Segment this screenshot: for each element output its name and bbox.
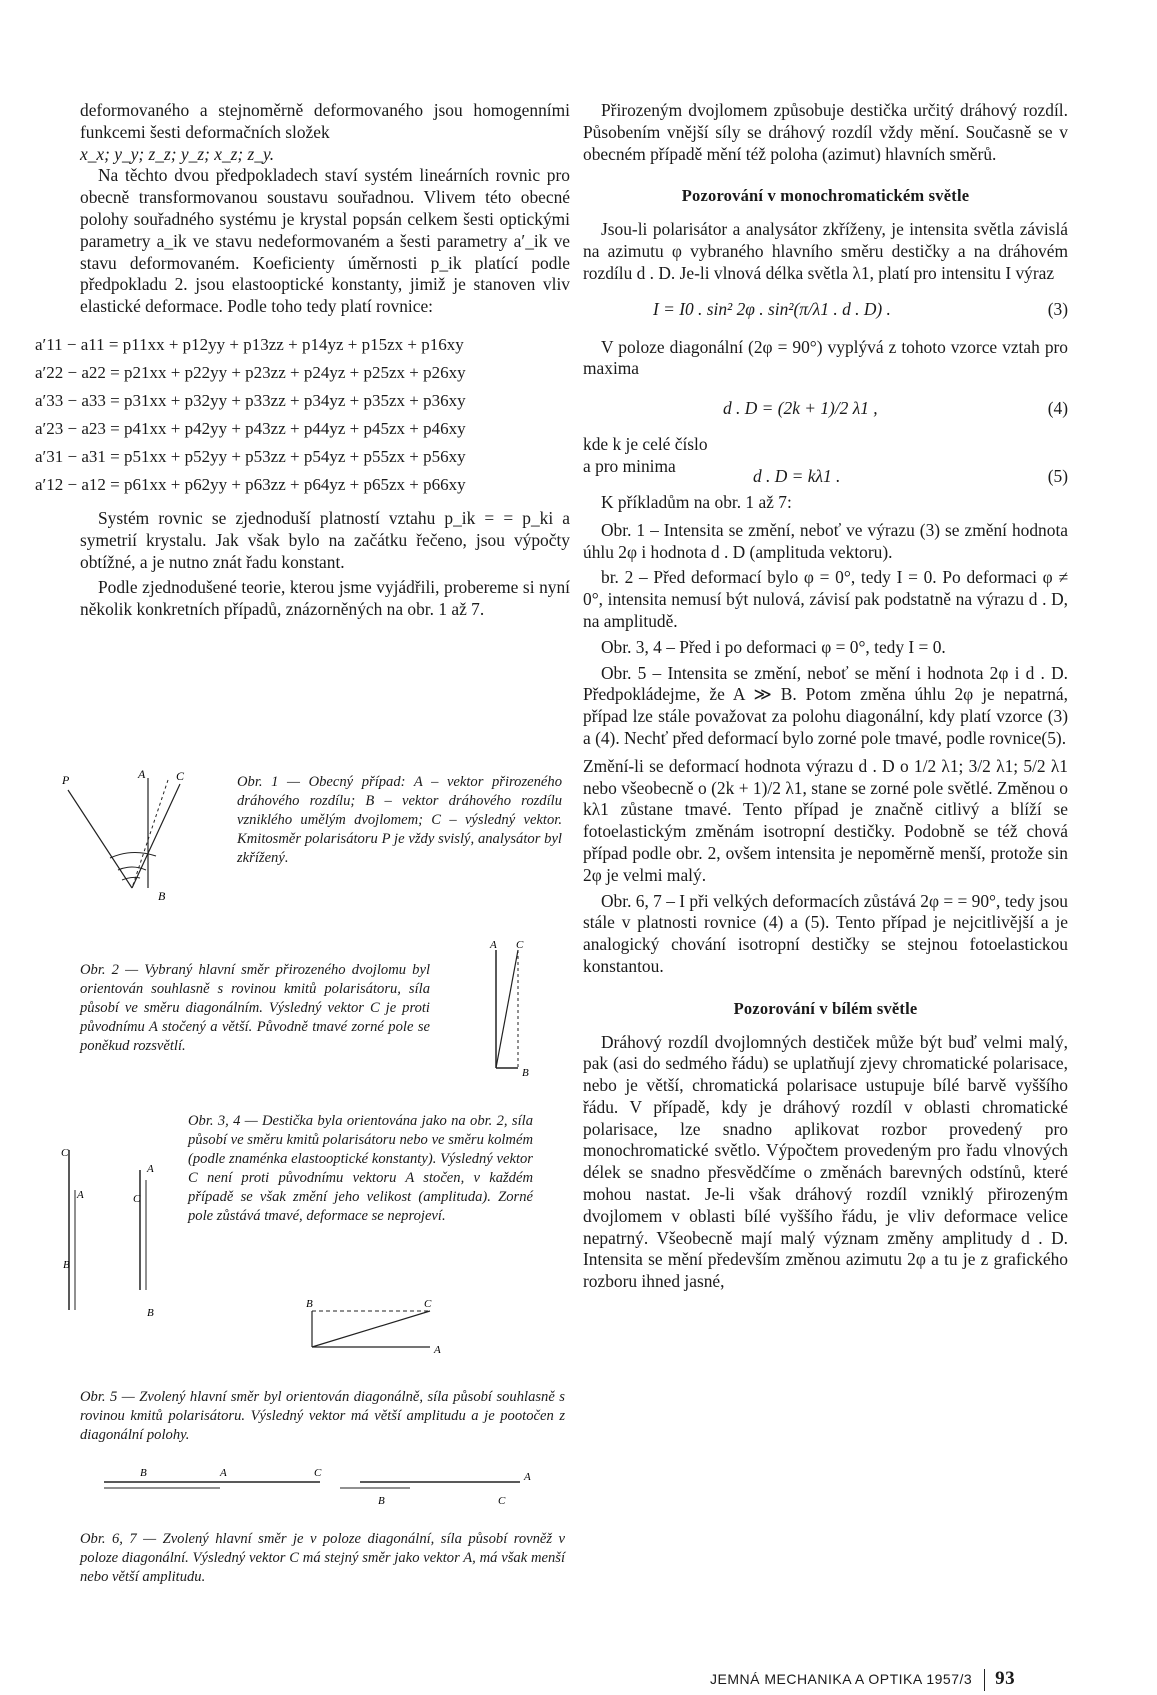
left-column [35,100,570,621]
right-paragraph-4b: a pro minima [583,455,676,476]
equation-3: a′33 − a33 = p31xx + p32yy + p33zz + p34yz + p35zx + p36xy [35,390,466,410]
figure-5-caption: Obr. 5 — Zvolený hlavní směr byl orientován diagonálně, síla působí souhlasně s rovinou kmitů polarisátoru. Výsledný vektor má větší amplitudu a je pootočen z diagonální polohy. [80,1389,565,1443]
svg-text:C: C [424,1298,432,1310]
journal-name: JEMNÁ MECHANIKA A OPTIKA 1957/3 [710,1671,973,1687]
right-paragraph-3: V poloze diagonální (2φ = 90°) vyplývá z tohoto vzorce vztah pro maxima [583,336,1068,379]
figure-1-caption: Obr. 1 — Obecný případ: A – vektor přirozeného dráhového rozdílu; B – vektor dráhového rozdílu vzniklého umělým dvojlomem; C – výsledný vektor. Kmitosměr polarisátoru P je vždy svislý, analysátor byl zkřížený. [237,774,562,866]
right-paragraph-12: Dráhový rozdíl dvojlomných destiček může být buď velmi malý, pak (asi do sedmého řádu) se uplatňují zjevy chromatické polarisace, nebo je větší, chromatická polarisace ustupuje bílé barvě vyššího řádu. V případě, kdy je dráhový rozdíl v oblasti chromatické polarisace, lze snadno aplikovat rozbor provedený pro monochromatické světlo. Výpočtem provedeným pro řadu vlnových délek se snadno přesvědčíme o změnách barevných odstínů, které mohou nastat. Je-li však dráhový rozdíl vzniklý přirozeným dvojlomem v oblasti bílé vyššího řádu, je vliv deformace velice nepatrný. Všeobecně mají malý význam změny amplitudy d . D. Intensita se mění především změnou azimutu 2φ a tu je z grafického rozboru ihned jasné, [583,1031,1068,1292]
right-paragraph-5: K příkladům na obr. 1 až 7: [601,491,792,512]
svg-text:B: B [306,1298,313,1310]
right-paragraph-6: Obr. 1 – Intensita se změní, neboť ve výrazu (3) se změní hodnota úhlu 2φ i hodnota d . D (amplituda vektoru). [583,519,1068,562]
figure-6-7-diagram [100,1462,540,1512]
equation-4-number: (4) [1047,398,1068,419]
right-paragraph-9: Obr. 5 – Intensita se změní, neboť se mění i hodnota 2φ i d . D. Předpokládejme, že A ≫ B. Potom změna úhlu 2φ je nepatrná, případ lze stále považovat za polohu diagonální, kdy platí vzorce (3) a (4). Nechť před deformací bylo zorné pole tmavé, podle rovnice(5). [583,662,1068,748]
left-paragraph-1b: x_x; y_y; z_z; y_z; x_z; z_y. [80,143,275,164]
right-paragraph-4a: kde k je celé číslo [583,434,708,455]
equation-3-row [583,285,1068,337]
svg-text:C: C [498,1495,506,1507]
equation-5: d . D = kλ1 . [753,465,841,486]
svg-text:P: P [62,773,70,787]
figure-5-diagram [300,1295,460,1365]
page-footer [710,1668,1015,1691]
equation-4: a′23 − a23 = p41xx + p42yy + p43zz + p44yz + p45zx + p46xy [35,418,466,438]
svg-text:C: C [133,1193,141,1205]
svg-text:C: C [176,770,185,783]
svg-text:A: A [220,1467,227,1479]
equation-system [35,328,570,498]
section-heading-monochromatic: Pozorování v monochromatickém světle [681,186,970,206]
equation-5: a′31 − a31 = p51xx + p52yy + p53zz + p54yz + p55zx + p56xy [35,446,466,466]
left-paragraph-2: Na těchto dvou předpokladech staví systém lineárních rovnic pro obecně transformovanou soustavu souřadnou. Vlivem této obecné polohy souřadného systému je krystal popsán celkem šesti optickými parametry a_ik ve stavu nedeformovaném a šesti parametry a′_ik ve stavu deformovaném. Koeficienty úměrnosti p_ik platící podle předpokladu 2. jsou elastooptické konstanty, jimiž je stanoven vliv elastické deformace. Podle toho tedy platí rovnice: [80,165,570,317]
right-paragraph-2: Jsou-li polarisátor a analysátor zkříženy, je intensita světla závislá na azimutu φ vybraného hlavního směru destičky a na dráhovém rozdílu d . D. Je-li vlnová délka světla λ1, platí pro intensitu I výraz [583,219,1068,283]
equation-3: I = I0 . sin² 2φ . sin²(π/λ1 . d . D) . [653,298,891,319]
svg-text:A: A [138,770,146,781]
figure-3-4-caption: Obr. 3, 4 — Destička byla orientována jako na obr. 2, síla působí ve směru kmitů polarisátoru nebo ve směru kolmém (podle znaménka elastooptické konstanty). Výsledný vektor C není proti původnímu vektoru A stočen, v každém případě se však změní jeho velikost (amplituda). Zorné pole zůstává tmavé, deformace se neprojeví. [188,1113,533,1224]
equation-4-row [583,380,1068,434]
figure-6-7-caption: Obr. 6, 7 — Zvolený hlavní směr je v poloze diagonální, síla působí rovněž v poloze diagonální. Výsledný vektor C má stejný směr jako vektor A, má však menší nebo větší amplitudu. [80,1531,565,1585]
svg-text:B: B [158,889,166,903]
footer-divider [984,1669,985,1691]
svg-text:B: B [140,1467,147,1479]
right-paragraph-1: Přirozeným dvojlomem způsobuje destička určitý dráhový rozdíl. Působením vnější síly se dráhový rozdíl vždy mění. Současně se v obecném případě mění též poloha (azimut) hlavních směrů. [583,100,1068,164]
figure-1-diagram [60,770,220,920]
figure-3-4-diagram [55,1140,175,1320]
right-paragraph-7: br. 2 – Před deformací bylo φ = 0°, tedy I = 0. Po deformaci φ ≠ 0°, intensita nemusí být nulová, závisí pak podstatně na výrazu d . D, na amplitudě. [583,567,1068,631]
page-number: 93 [995,1668,1016,1689]
left-paragraph-3: Systém rovnic se zjednoduší platností vztahu p_ik = = p_ki a symetrií krystalu. Jak však bylo na začátku řečeno, jsou výpočty obtížné, a je nutno znát řadu konstant. [80,507,570,572]
equation-5-number: (5) [1047,465,1068,486]
svg-text:B: B [378,1495,385,1507]
svg-text:A: A [434,1344,441,1356]
left-paragraph-4: Podle zjednodušené teorie, kterou jsme vyjádřili, probereme si nyní několik konkretních případů, znázorněných na obr. 1 až 7. [80,577,570,620]
right-column [583,100,1068,1293]
right-paragraph-11: Obr. 6, 7 – I při velkých deformacích zůstává 2φ = = 90°, tedy jsou stále v platnosti rovnice (4) a (5). Tento případ je nejcitlivější a je analogický chování isotropní destičky se stejnou fotoelastickou konstantou. [583,890,1068,976]
equation-3-number: (3) [1047,298,1068,319]
equation-5-row [583,456,1068,486]
section-heading-white-light: Pozorování v bílém světle [733,998,918,1018]
right-paragraph-8: Obr. 3, 4 – Před i po deformaci φ = 0°, tedy I = 0. [601,636,946,657]
equation-1: a′11 − a11 = p11xx + p12yy + p13zz + p14yz + p15zx + p16xy [35,334,464,354]
equation-6: a′12 − a12 = p61xx + p62yy + p63zz + p64yz + p65zx + p66xy [35,474,466,494]
svg-text:C: C [314,1467,322,1479]
svg-text:A: A [490,940,497,951]
svg-text:B: B [522,1067,529,1079]
equation-4: d . D = (2k + 1)/2 λ1 , [723,398,878,419]
svg-text:C: C [516,940,524,951]
left-paragraph-1: deformovaného a stejnoměrně deformovaného jsou homogenními funkcemi šesti deformačních složek [80,100,570,142]
svg-text:B: B [63,1259,70,1271]
svg-text:A: A [77,1189,84,1201]
svg-text:C: C [61,1147,69,1159]
figure-2-diagram [488,940,548,1080]
right-paragraph-10: Změní-li se deformací hodnota výrazu d . D o 1/2 λ1; 3/2 λ1; 5/2 λ1 nebo všeobecně o (2k + 1)/2 λ1, stane se zorné pole světlé. Změnou o kλ1 zůstane tmavé. Tento případ je značně citlivý a blíží se fotoelastickým změnám isotropní destičky. Podobně se též chová případ podle obr. 2, ovšem intensita je nepoměrně menší, protože sin 2φ je velmi malý. [583,755,1068,885]
equation-2: a′22 − a22 = p21xx + p22yy + p23zz + p24yz + p25zx + p26xy [35,362,466,382]
svg-text:A: A [147,1163,154,1175]
svg-text:A: A [524,1471,531,1483]
svg-text:B: B [147,1307,154,1319]
figure-2-caption: Obr. 2 — Vybraný hlavní směr přirozeného dvojlomu byl orientován souhlasně s rovinou kmitů polarisátoru, síla působí ve směru diagonálním. Výsledný vektor C je proti původnímu A stočený a větší. Původně tmavé zorné pole se poněkud rozsvětlí. [80,962,430,1054]
